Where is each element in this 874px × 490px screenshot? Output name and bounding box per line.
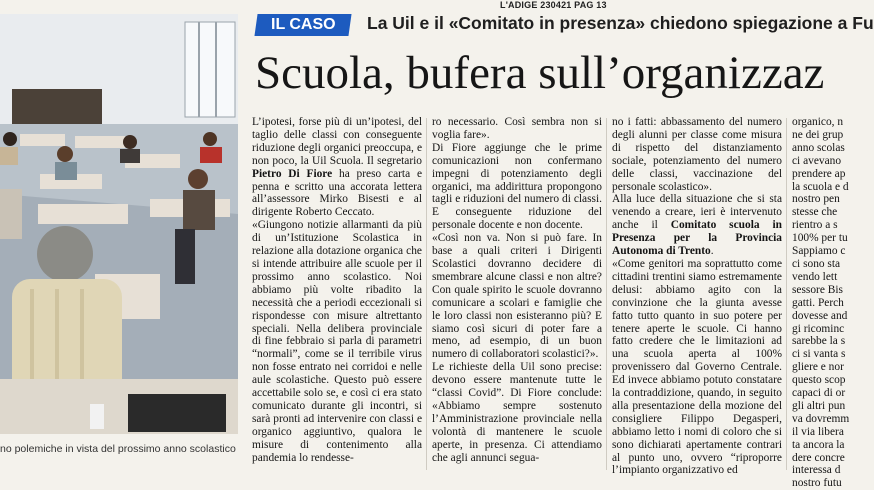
text-line: nostro futu: [792, 477, 842, 490]
article-column-1: [252, 116, 422, 474]
column-divider: [426, 118, 427, 470]
text-line: il via libera: [792, 425, 844, 438]
text: ha preso carta e penna e scritto una accorata lettera all’assessore Mirko Bisesti e al dirigente Roberto Ceccato.: [252, 167, 422, 219]
text-line: gliere e nor: [792, 361, 844, 374]
paragraph: «Giungono notizie allarmanti da più di un’Istituzione Scolastica in relazione alla dotazione organica che si intende attribuire alle scuole per il prossimo anno scolastico. Noi abbiamo più volte ribadito la necessità che a periodi eccezionali si rispondesse con misure altrettanto speciali. Nella delibera provinciale di fine febbraio si parla di parametri “normali”, come se il terribile virus non fosse entrato nei corridoi e nelle aule scolastiche. Questo può essere accettabile solo se, e così ci era stato comunicato durante gli incontri, si sarà pronti ad intervenire con classi e organico aggiuntivo, qualora le misure di contenimento alla pandemia lo rendesse-: [252, 219, 422, 464]
text-line: gli altri pun: [792, 399, 846, 412]
classroom-illustration: [0, 14, 238, 434]
person-name: Pietro Di Fiore: [252, 167, 333, 180]
article-column-4: [792, 116, 850, 490]
text-line: anno scolas: [792, 141, 845, 154]
text-line: interessa d: [792, 464, 841, 477]
kicker-badge-label: IL CASO: [270, 16, 336, 33]
text-line: capaci di or: [792, 387, 846, 400]
text-line: prendere ap: [792, 167, 846, 180]
article-column-2: [432, 116, 602, 474]
text-line: ci si vanta s: [792, 348, 846, 361]
text-line: gatti. Perch: [792, 296, 844, 309]
article-column-3: [612, 116, 782, 477]
committee-name: Comitato scuola in Presenza per la Provincia Autonoma di Trento: [612, 219, 782, 258]
photo-caption: no polemiche in vista del prossimo anno scolastico: [0, 443, 236, 455]
headline: Scuola, bufera sull’organizzaz: [255, 47, 825, 99]
column-divider: [786, 118, 787, 470]
text-line: la scuola e d: [792, 180, 849, 193]
text-line: ci avevano: [792, 154, 842, 167]
text-line: gi ricominc: [792, 322, 845, 335]
paragraph: [612, 193, 782, 258]
paragraph: Le richieste della Uil sono precise: devono essere mantenute tutte le “classi Covid”. Di Fiore conclude: «Abbiamo sempre sostenuto l’Amministrazione provinciale nella volontà di mantenere le scuole aperte, in presenza. Ci attendiamo che agli annunci segua-: [432, 361, 602, 464]
text-line: sessore Bis: [792, 283, 843, 296]
paragraph: ro necessario. Così sembra non si voglia fare».: [432, 116, 602, 141]
text-line: dere concre: [792, 451, 845, 464]
kicker-text: La Uil e il «Comitato in presenza» chiedono spiegazione a Fu: [367, 13, 874, 33]
text-line: organico, n: [792, 116, 844, 128]
text-line: ne dei grup: [792, 128, 844, 141]
text-line: questo scop: [792, 374, 846, 387]
text-line: 100% per tu: [792, 232, 848, 245]
paragraph: [252, 116, 422, 219]
column-divider: [606, 118, 607, 470]
page-header: L'ADIGE 230421 PAG 13: [500, 0, 607, 10]
text-line: vendo lett: [792, 270, 838, 283]
text-line: ci sono sta: [792, 257, 841, 270]
text-line: ta ancora la: [792, 438, 845, 451]
paragraph: no i fatti: abbassamento del numero degli alunni per classe come misura di rispetto del distanziamento sociale, potenziamento del numero delle classi, vaccinazione del personale scolastico».: [612, 116, 782, 193]
text-line: dovesse and: [792, 309, 848, 322]
text-line: stesse che: [792, 206, 838, 219]
text-line: va dovremm: [792, 412, 850, 425]
text: Alla luce della situazione che si sta venendo a creare, ieri è intervenuto anche il: [612, 193, 782, 232]
text-line: sarebbe la s: [792, 335, 846, 348]
classroom-photo: [0, 14, 238, 434]
kicker-badge: [254, 14, 351, 36]
text: .: [710, 245, 714, 258]
text-line: rientro a s: [792, 219, 838, 232]
text: L’ipotesi, forse più di un’ipotesi, del taglio delle classi con conseguente riduzione degli organici preoccupa, e non poco, la Uil Scuola. Il segretario: [252, 116, 422, 167]
paragraph: «Come genitori ma soprattutto come cittadini trentini siamo estremamente delusi: abbiamo agito con la convinzione che la giunta avesse fatto tutto quanto in suo potere per tenere aperte le scuole. Ci hanno fatto credere che le limitazioni ad una scuola aperta al 100% provenissero dal Governo Centrale. Ed invece abbiamo potuto constatare la contraddizione, quando, in seguito alla presentazione della mozione del consigliere Filippo Degasperi, abbiamo letto i nomi di coloro che si sono dichiarati apertamente contrari al punto uno, ovvero “riproporre l’impianto organizzativo ed: [612, 257, 782, 477]
text-line: nostro pen: [792, 193, 840, 206]
text-line: Sappiamo c: [792, 245, 846, 258]
paragraph: Di Fiore aggiunge che le prime comunicazioni non confermano impegni di potenziamento degli organici, ma addirittura propongono tagli e riduzioni del numero di classi. E conseguente riduzione del personale docente e non docente.: [432, 141, 602, 232]
paragraph: «Così non va. Non si può fare. In base a quali criteri i Dirigenti Scolastici dovranno decidere di smembrare alcune classi e non altre? Con quale spirito le scuole dovranno comunicare a scolari e famiglie che le loro classi non esisteranno più? E siamo così sicuri di poter fare a meno, ad esempio, di un buon numero di collaboratori scolastici?».: [432, 232, 602, 361]
